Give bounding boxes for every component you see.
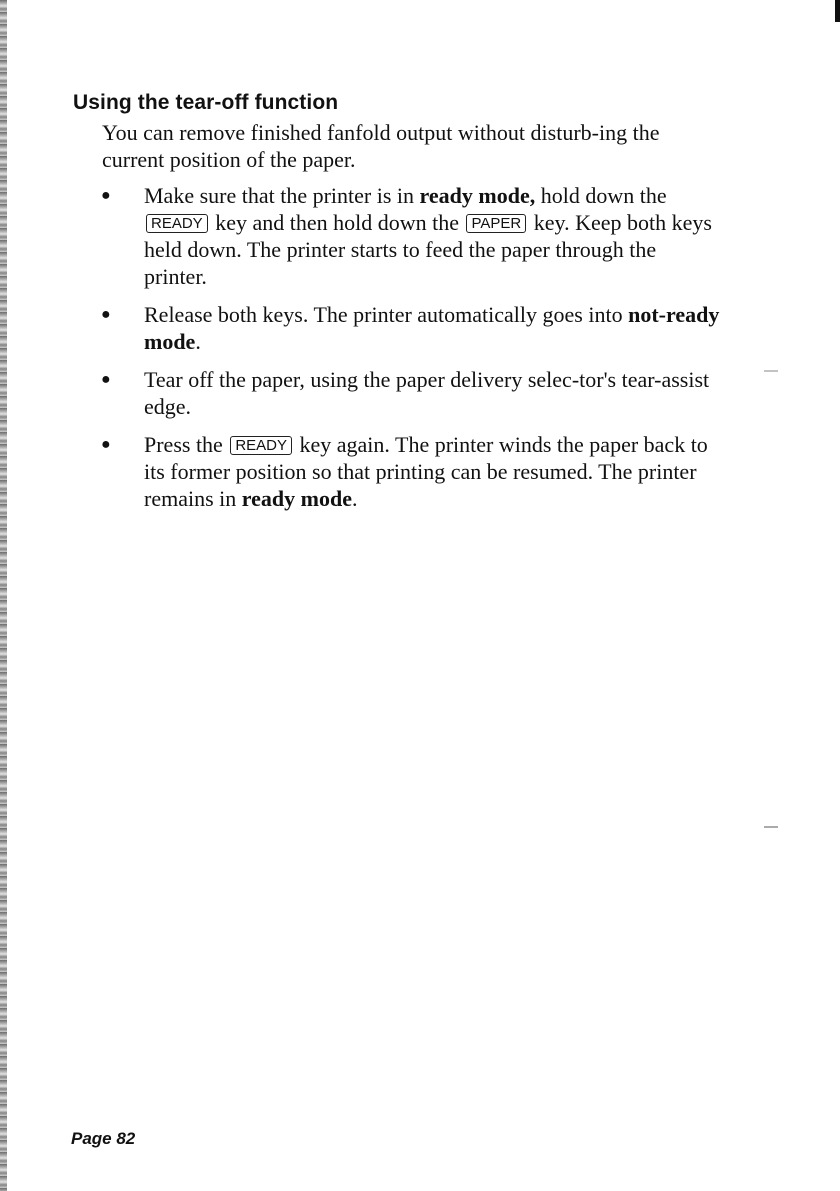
ready-key-icon: READY: [230, 436, 292, 455]
list-item: [100, 182, 720, 290]
step-text: Press the: [144, 432, 229, 457]
step-text: .: [351, 486, 358, 511]
ready-mode-term: ready mode,: [419, 183, 536, 208]
section-heading: Using the tear-off function: [73, 91, 339, 114]
paper-key-icon: PAPER: [466, 214, 526, 233]
bullet-icon: ●: [101, 371, 111, 388]
scan-mark: [764, 370, 778, 372]
ready-key-icon: READY: [146, 214, 208, 233]
scan-edge-right: [835, 0, 840, 22]
step-text: hold down the: [535, 183, 667, 208]
step-text: Release both keys. The printer automatically goes into: [144, 302, 629, 327]
intro-paragraph: You can remove finished fanfold output without disturb-ing the current position of the paper.: [102, 120, 660, 172]
step-text: key and then hold down the: [209, 210, 465, 235]
ready-mode-term: ready mode: [241, 486, 352, 511]
list-item: [100, 301, 720, 355]
step-text: Make sure that the printer is in: [144, 183, 420, 208]
step-text: .: [195, 329, 201, 354]
list-item: [100, 366, 720, 420]
step-text: key again. The printer winds the paper back to its former position so that printing can be resumed. The printer remains in: [144, 432, 708, 511]
page-number: Page 82: [71, 1129, 136, 1148]
bullet-icon: ●: [101, 187, 111, 204]
scan-edge-left: [0, 0, 7, 1191]
list-item: [100, 431, 720, 512]
scan-mark: [764, 826, 778, 828]
steps-list: [100, 182, 720, 523]
step-text: key. Keep both keys held down. The printer starts to feed the paper through the printer.: [144, 210, 712, 289]
bullet-icon: ●: [101, 306, 111, 323]
bullet-icon: ●: [101, 436, 111, 453]
not-ready-mode-term: not-ready mode: [144, 302, 720, 354]
step-text: Tear off the paper, using the paper delivery selec-tor's tear-assist edge.: [144, 367, 710, 419]
